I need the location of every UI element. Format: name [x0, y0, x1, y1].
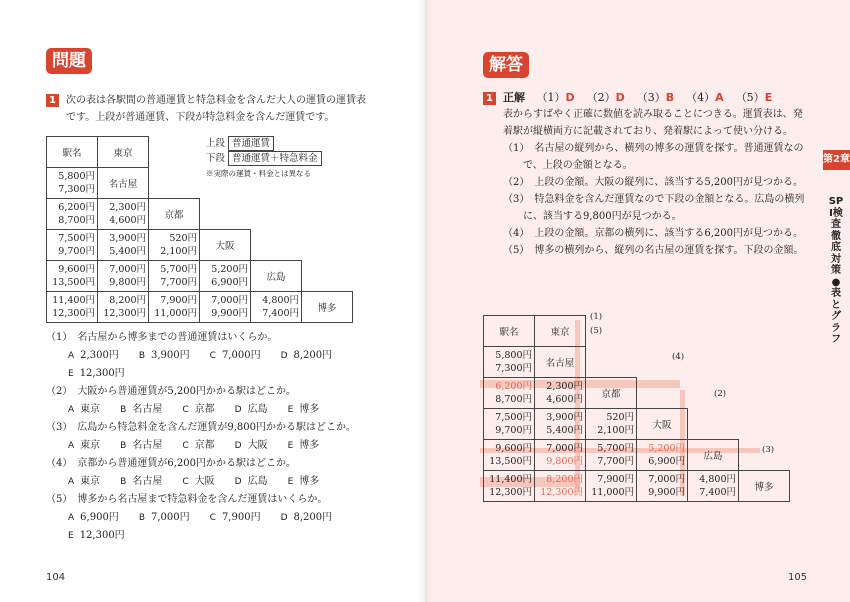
- station-cell: 広島: [688, 440, 739, 471]
- fare-lower: 11,000円: [154, 308, 197, 319]
- fare-upper: 5,800円: [495, 350, 532, 361]
- fare-cell: [535, 378, 586, 409]
- question-1: （1） 名古屋から博多までの普通運賃はいくらか。: [46, 332, 278, 343]
- fare-upper: 7,500円: [495, 412, 532, 423]
- options-row: [68, 366, 145, 382]
- fare-cell: [47, 168, 98, 199]
- fare-lower: 12,300円: [52, 308, 95, 319]
- annotation-3: (3): [762, 445, 775, 455]
- station-cell: 名古屋: [535, 347, 586, 378]
- table-row: [484, 440, 791, 471]
- options-row: [68, 402, 339, 418]
- answer-item: （4）A: [686, 91, 724, 104]
- fare-lower: 9,900円: [648, 487, 685, 498]
- station-cell: 博多: [302, 292, 353, 323]
- book-gutter: [418, 0, 432, 602]
- fare-upper: 3,900円: [109, 233, 146, 244]
- fare-cell: [535, 440, 586, 471]
- option-B[interactable]: B 名古屋: [120, 440, 163, 451]
- answer-summary: [503, 89, 784, 105]
- fare-cell: [98, 261, 149, 292]
- fare-upper: 5,200円: [648, 443, 685, 454]
- section-badge-problem: 問題: [46, 48, 92, 74]
- fare-upper: 5,200円: [211, 264, 248, 275]
- station-cell: 京都: [149, 199, 200, 230]
- fare-cell: [98, 199, 149, 230]
- fare-lower: 13,500円: [52, 277, 95, 288]
- fare-cell: [586, 471, 637, 502]
- fare-cell: [586, 440, 637, 471]
- answer-list: [537, 91, 785, 104]
- fare-lower: 6,900円: [648, 456, 685, 467]
- station-cell: 大阪: [637, 409, 688, 440]
- explanation-line: （1） 名古屋の縦列から、横列の博多の運賃を探す。普通運賃なの: [503, 143, 804, 154]
- fare-cell: [47, 261, 98, 292]
- table-row: [484, 409, 791, 440]
- fare-upper: 2,300円: [546, 381, 583, 392]
- fare-upper: 520円: [606, 412, 634, 423]
- answer-item: （3）B: [636, 91, 675, 104]
- legend-row-upper: 上段 普通運賃: [206, 136, 322, 151]
- fare-cell: [47, 292, 98, 323]
- fare-lower: 12,300円: [103, 308, 146, 319]
- fare-lower: 5,400円: [109, 246, 146, 257]
- table-row: [47, 230, 354, 261]
- annotation-1: (1): [590, 312, 603, 322]
- fare-upper: 7,000円: [211, 295, 248, 306]
- fare-upper: 11,400円: [489, 474, 532, 485]
- fare-lower: 9,700円: [495, 425, 532, 436]
- page-number-right: 105: [788, 572, 808, 583]
- fare-upper: 6,200円: [495, 381, 532, 392]
- fare-lower: 8,700円: [495, 394, 532, 405]
- intro-line-2: です。上段が普通運賃、下段が特急料金を含んだ運賃です。: [66, 112, 335, 123]
- option-D[interactable]: D 8,200円: [280, 350, 333, 361]
- fare-cell: [251, 292, 302, 323]
- table-row: [484, 347, 791, 378]
- fare-upper: 7,000円: [648, 474, 685, 485]
- fare-upper: 5,700円: [597, 443, 634, 454]
- explanation-line: に、該当する9,800円が見つかる。: [503, 211, 682, 222]
- section-badge-answer: 解答: [483, 52, 529, 78]
- fare-note: ※実際の運賃・料金とは異なる: [206, 169, 311, 178]
- explanation-line: （2） 上段の金額。大阪の縦列に、該当する5,200円が見つかる。: [503, 177, 803, 188]
- fare-lower: 2,100円: [160, 246, 197, 257]
- fare-lower: 12,300円: [540, 487, 583, 498]
- fare-cell: [484, 347, 535, 378]
- options-row: [68, 510, 352, 526]
- station-cell: 東京: [535, 316, 586, 347]
- chapter-tab: 第2章: [823, 150, 850, 170]
- question-number: 1: [46, 94, 59, 107]
- option-C[interactable]: C 7,000円: [209, 350, 261, 361]
- option-D[interactable]: D 広島: [234, 404, 268, 415]
- fare-cell: [637, 440, 688, 471]
- page-number-left: 104: [46, 572, 66, 583]
- fare-lower: 7,300円: [58, 184, 95, 195]
- intro-line-1: 次の表は各駅間の普通運賃と特急料金を含んだ大人の運賃の運賃表: [66, 95, 366, 106]
- annotation-4: (4): [672, 352, 685, 362]
- option-D[interactable]: D 大阪: [234, 440, 268, 451]
- option-B[interactable]: B 名古屋: [120, 404, 163, 415]
- option-D[interactable]: D 広島: [234, 476, 268, 487]
- fare-upper: 9,600円: [58, 264, 95, 275]
- fare-lower: 8,700円: [58, 215, 95, 226]
- fare-cell: [200, 292, 251, 323]
- explanation-line: （4） 上段の金額。京都の横列に、該当する6,200円が見つかる。: [503, 228, 803, 239]
- table-row: [47, 261, 354, 292]
- fare-cell: [484, 440, 535, 471]
- fare-lower: 7,400円: [699, 487, 736, 498]
- fare-upper: 6,200円: [58, 202, 95, 213]
- fare-upper: 11,400円: [52, 295, 95, 306]
- options-row: [68, 474, 339, 490]
- fare-upper: 7,900円: [160, 295, 197, 306]
- explanation-line: 着駅が縦横両方に記載されており、発着駅によって使い分ける。: [503, 126, 793, 137]
- fare-upper: 3,900円: [546, 412, 583, 423]
- option-A[interactable]: A 東京: [68, 440, 101, 451]
- explanation-line: （5） 博多の横列から、縦列の名古屋の運賃を探す。下段の金額。: [503, 245, 804, 256]
- fare-cell: [586, 409, 637, 440]
- fare-upper: 8,200円: [109, 295, 146, 306]
- fare-cell: [535, 409, 586, 440]
- fare-upper: 4,800円: [699, 474, 736, 485]
- question-2: （2） 大阪から普通運賃が5,200円かかる駅はどこか。: [46, 386, 296, 397]
- fare-upper: 7,500円: [58, 233, 95, 244]
- option-B[interactable]: B 3,900円: [138, 350, 190, 361]
- fare-lower: 7,400円: [262, 308, 299, 319]
- fare-cell: [47, 199, 98, 230]
- fare-lower: 7,700円: [160, 277, 197, 288]
- fare-lower: 4,600円: [546, 394, 583, 405]
- fare-cell: [47, 230, 98, 261]
- option-A[interactable]: A 東京: [68, 476, 101, 487]
- fare-cell: [484, 378, 535, 409]
- option-E[interactable]: E 博多: [287, 404, 320, 415]
- fare-cell: [484, 409, 535, 440]
- option-A[interactable]: A 東京: [68, 404, 101, 415]
- fare-upper: 7,000円: [546, 443, 583, 454]
- fare-upper: 8,200円: [546, 474, 583, 485]
- fare-lower: 7,300円: [495, 363, 532, 374]
- option-E[interactable]: E 博多: [287, 476, 320, 487]
- annotation-5: (5): [590, 326, 603, 336]
- legend: [206, 136, 322, 166]
- fare-lower: 5,400円: [546, 425, 583, 436]
- explanation-line: （3） 特急料金を含んだ運賃なので下段の金額となる。広島の横列: [503, 194, 805, 205]
- legend-row-lower: 下段 普通運賃＋特急料金: [206, 151, 322, 166]
- table-row: [484, 378, 791, 409]
- options-row: [68, 348, 352, 364]
- table-row: [484, 471, 791, 502]
- answer-number: 1: [483, 92, 496, 105]
- fare-upper: 5,700円: [160, 264, 197, 275]
- option-E[interactable]: E 12,300円: [68, 530, 125, 541]
- question-4: （4） 京都から普通運賃が6,200円かかる駅はどこか。: [46, 458, 296, 469]
- fare-lower: 9,900円: [211, 308, 248, 319]
- fare-cell: [149, 230, 200, 261]
- option-A[interactable]: A 6,900円: [68, 512, 119, 523]
- fare-upper: 2,300円: [109, 202, 146, 213]
- option-B[interactable]: B 7,000円: [138, 512, 190, 523]
- station-header: 駅名: [484, 316, 535, 347]
- option-E[interactable]: E 12,300円: [68, 368, 125, 379]
- fare-upper: 7,900円: [597, 474, 634, 485]
- fare-lower: 12,300円: [489, 487, 532, 498]
- fare-upper: 5,800円: [58, 171, 95, 182]
- fare-cell: [200, 261, 251, 292]
- fare-upper: 9,600円: [495, 443, 532, 454]
- option-E[interactable]: E 博多: [287, 440, 320, 451]
- options-row: [68, 438, 339, 454]
- option-B[interactable]: B 名古屋: [120, 476, 163, 487]
- station-header: 駅名: [47, 137, 98, 168]
- table-row: [47, 199, 354, 230]
- answer-item: （2）D: [586, 91, 625, 104]
- options-row: [68, 528, 145, 544]
- option-C[interactable]: C 京都: [182, 404, 215, 415]
- fare-lower: 9,700円: [58, 246, 95, 257]
- fare-lower: 6,900円: [211, 277, 248, 288]
- option-A[interactable]: A 2,300円: [68, 350, 119, 361]
- fare-lower: 9,800円: [109, 277, 146, 288]
- annotation-2: (2): [714, 389, 727, 399]
- fare-cell: [149, 261, 200, 292]
- fare-lower: 11,000円: [591, 487, 634, 498]
- fare-upper: 7,000円: [109, 264, 146, 275]
- station-cell: 広島: [251, 261, 302, 292]
- station-cell: 博多: [739, 471, 790, 502]
- chapter-title: SPI検査徹底対策●表とグラフ: [828, 196, 844, 345]
- question-5: （5） 博多から名古屋まで特急料金を含んだ運賃はいくらか。: [46, 494, 328, 505]
- fare-lower: 13,500円: [489, 456, 532, 467]
- answer-item: （1）D: [536, 91, 575, 104]
- station-cell: 京都: [586, 378, 637, 409]
- fare-cell: [98, 292, 149, 323]
- fare-lower: 4,600円: [109, 215, 146, 226]
- answer-item: （5）E: [735, 91, 773, 104]
- seikai-label: 正解: [503, 91, 525, 104]
- fare-cell: [149, 292, 200, 323]
- fare-upper: 520円: [169, 233, 197, 244]
- station-cell: 東京: [98, 137, 149, 168]
- table-row: [47, 292, 354, 323]
- option-C[interactable]: C 大阪: [182, 476, 215, 487]
- fare-upper: 4,800円: [262, 295, 299, 306]
- station-cell: 名古屋: [98, 168, 149, 199]
- explanation-line: 表からすばやく正確に数値を読み取ることにつきる。運賃表は、発: [503, 109, 803, 120]
- fare-lower: 2,100円: [597, 425, 634, 436]
- question-3: （3） 広島から特急料金を含んだ運賃が9,800円かかる駅はどこか。: [46, 422, 356, 433]
- option-D[interactable]: D 8,200円: [280, 512, 333, 523]
- fare-lower: 7,700円: [597, 456, 634, 467]
- option-C[interactable]: C 7,900円: [209, 512, 261, 523]
- option-C[interactable]: C 京都: [182, 440, 215, 451]
- fare-cell: [637, 471, 688, 502]
- fare-cell: [484, 471, 535, 502]
- fare-table-grid: [483, 315, 791, 502]
- fare-cell: [98, 230, 149, 261]
- fare-lower: 9,800円: [546, 456, 583, 467]
- explanation-line: で、上段の金額となる。: [503, 160, 633, 171]
- station-cell: 大阪: [200, 230, 251, 261]
- fare-cell: [688, 471, 739, 502]
- fare-cell: [535, 471, 586, 502]
